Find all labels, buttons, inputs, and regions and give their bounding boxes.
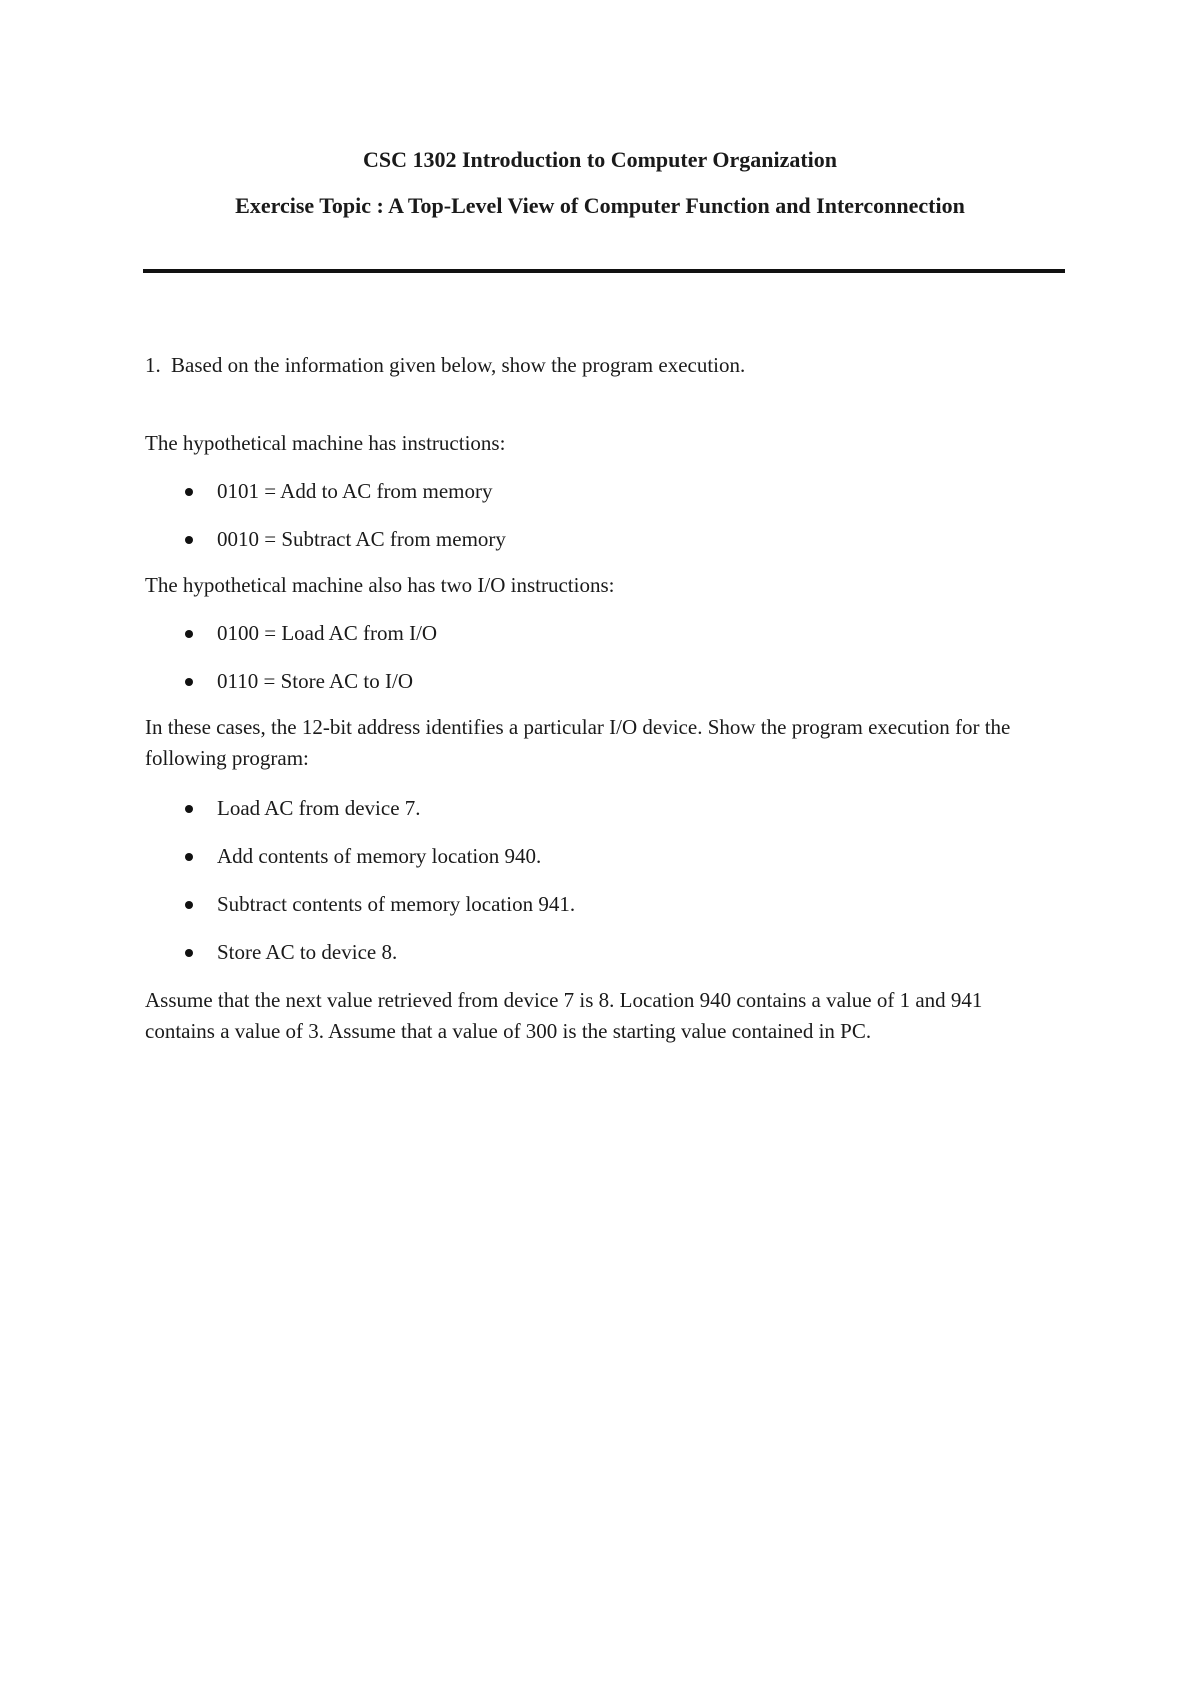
list-item: 0010 = Subtract AC from memory	[145, 524, 1045, 572]
bullet-icon	[185, 805, 193, 813]
list-item: Store AC to device 8.	[145, 937, 1045, 985]
io-intro: The hypothetical machine also has two I/O instructions:	[145, 573, 615, 597]
list-item: 0110 = Store AC to I/O	[145, 666, 1045, 714]
program-intro: In these cases, the 12-bit address identifies a particular I/O device. Show the program execution for the following program:	[145, 715, 1011, 770]
program-step-list	[145, 793, 1045, 985]
bullet-icon	[185, 949, 193, 957]
assumptions-paragraph: Assume that the next value retrieved from device 7 is 8. Location 940 contains a value of 1 and 941 contains a value of 3. Assume that a value of 300 is the starting value contained in PC.	[145, 988, 983, 1043]
question-1	[145, 350, 1045, 381]
list-item: 0100 = Load AC from I/O	[145, 618, 1045, 666]
bullet-icon	[185, 853, 193, 861]
question-number: 1.	[145, 353, 161, 377]
bullet-icon	[185, 901, 193, 909]
bullet-icon	[185, 678, 193, 686]
io-instruction-list	[145, 618, 1045, 714]
exercise-topic: Exercise Topic : A Top-Level View of Computer Function and Interconnection	[235, 193, 965, 218]
list-item: 0101 = Add to AC from memory	[145, 476, 1045, 524]
bullet-icon	[185, 536, 193, 544]
question-prompt: Based on the information given below, show the program execution.	[171, 353, 746, 377]
course-title: CSC 1302 Introduction to Computer Organization	[362, 147, 838, 172]
horizontal-divider	[143, 269, 1065, 273]
instructions-intro: The hypothetical machine has instructions:	[145, 431, 506, 455]
list-item: Add contents of memory location 940.	[145, 841, 1045, 889]
instruction-list	[145, 476, 1045, 572]
list-item: Load AC from device 7.	[145, 793, 1045, 841]
bullet-icon	[185, 630, 193, 638]
bullet-icon	[185, 488, 193, 496]
list-item: Subtract contents of memory location 941.	[145, 889, 1045, 937]
